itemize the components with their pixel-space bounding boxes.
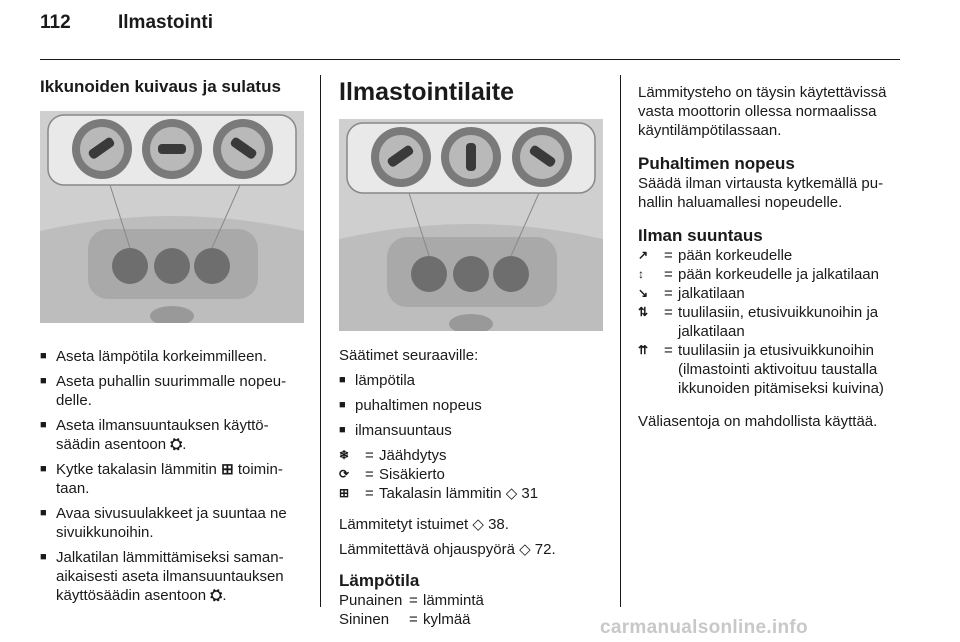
- list-item: ■ Aseta lämpötila korkeimmilleen.: [40, 347, 306, 366]
- head-foot-icon: ↕: [638, 267, 644, 281]
- list-item: ■ puhaltimen nopeus: [339, 396, 605, 415]
- climate-panel-figure: [40, 111, 304, 323]
- air-row: ⇈ = tuulilasiin ja etusivuikkunoihin (ilmastointi aktivoituu taustalla ikkunoiden pitämiseksi kuivina): [638, 342, 884, 397]
- ac-panel-figure: [339, 119, 603, 331]
- temperature-row: Punainen = lämmintä: [339, 592, 484, 609]
- column-divider: [320, 75, 321, 607]
- symbol-row: ⟳ = Sisäkierto: [339, 466, 445, 483]
- column-notes: [638, 83, 904, 431]
- list-item: ■ Avaa sivusuulakkeet ja suuntaa ne sivuikkunoihin.: [40, 504, 306, 542]
- windscreen-icon: ⛭: [170, 436, 183, 453]
- list-item: ■ Jalkatilan lämmittämiseksi saman-aikaisesti aseta ilmansuuntauksen käyttösäädin asentoon ⛭.: [40, 548, 306, 605]
- watermark: carmanualsonline.info: [600, 617, 808, 638]
- air-row: ⇅ = tuulilasiin, etusivuikkunoihin ja jalkatilaan: [638, 304, 879, 340]
- section-title: Ilmastointi: [118, 12, 214, 33]
- air-row: ↘ = jalkatilaan: [638, 285, 745, 302]
- list-item: ■ Aseta ilmansuuntauksen käyttö-säädin asentoon ⛭.: [40, 416, 306, 454]
- foot-icon: ↘: [638, 286, 649, 300]
- rear-window-heater-icon: ⊞: [221, 461, 234, 478]
- fan-heading: Puhaltimen nopeus: [638, 154, 795, 173]
- list-item: ■ lämpötila: [339, 371, 605, 390]
- recirculation-icon: ⟳: [339, 467, 350, 481]
- page-number: 112: [40, 12, 71, 33]
- windscreen-foot-icon: ⇅: [638, 305, 649, 319]
- air-direction-heading: Ilman suuntaus: [638, 226, 763, 245]
- air-row: ↗ = pään korkeudelle: [638, 247, 793, 264]
- list-item: ■ Aseta puhallin suurimmalle nopeu-delle.: [40, 372, 306, 410]
- column-divider: [620, 75, 621, 607]
- temperature-heading: Lämpötila: [339, 571, 420, 590]
- air-row: ↕ = pään korkeudelle ja jalkatilaan: [638, 266, 879, 283]
- controls-intro: Säätimet seuraaville:: [339, 347, 479, 364]
- snowflake-icon: ❄: [339, 448, 350, 462]
- heating-note: Lämmitysteho on täysin käytettävissä vasta moottorin ollessa normaalissa käyntilämpötilassaan.: [638, 84, 887, 139]
- closing-note: Väliasentoja on mahdollista käyttää.: [638, 413, 878, 430]
- list-item: ■ Kytke takalasin lämmitin ⊞ toimin-taan.: [40, 460, 306, 498]
- temperature-row: Sininen = kylmää: [339, 611, 471, 628]
- steering-wheel-ref: Lämmitettävä ohjauspyörä ◇ 72.: [339, 541, 556, 558]
- symbol-row: ⊞ = Takalasin lämmitin ◇ 31: [339, 485, 539, 502]
- header-rule: [40, 59, 900, 60]
- symbol-row: ❄ = Jäähdytys: [339, 447, 447, 464]
- rear-window-heater-icon: ⊞: [339, 486, 350, 500]
- defrost-heading: Ikkunoiden kuivaus ja sulatus: [40, 77, 281, 96]
- windscreen-icon: ⇈: [638, 343, 649, 357]
- fan-text: Säädä ilman virtausta kytkemällä pu-hallin haluamallesi nopeudelle.: [638, 175, 884, 211]
- seat-heating-ref: Lämmitetyt istuimet ◇ 38.: [339, 516, 509, 533]
- column-air-conditioning: [339, 78, 605, 629]
- ac-heading: Ilmastointilaite: [339, 78, 515, 106]
- windscreen-foot-icon: ⛭: [210, 587, 223, 604]
- list-item: ■ ilmansuuntaus: [339, 421, 605, 440]
- column-defrost: [40, 77, 306, 611]
- head-level-icon: ↗: [638, 248, 649, 262]
